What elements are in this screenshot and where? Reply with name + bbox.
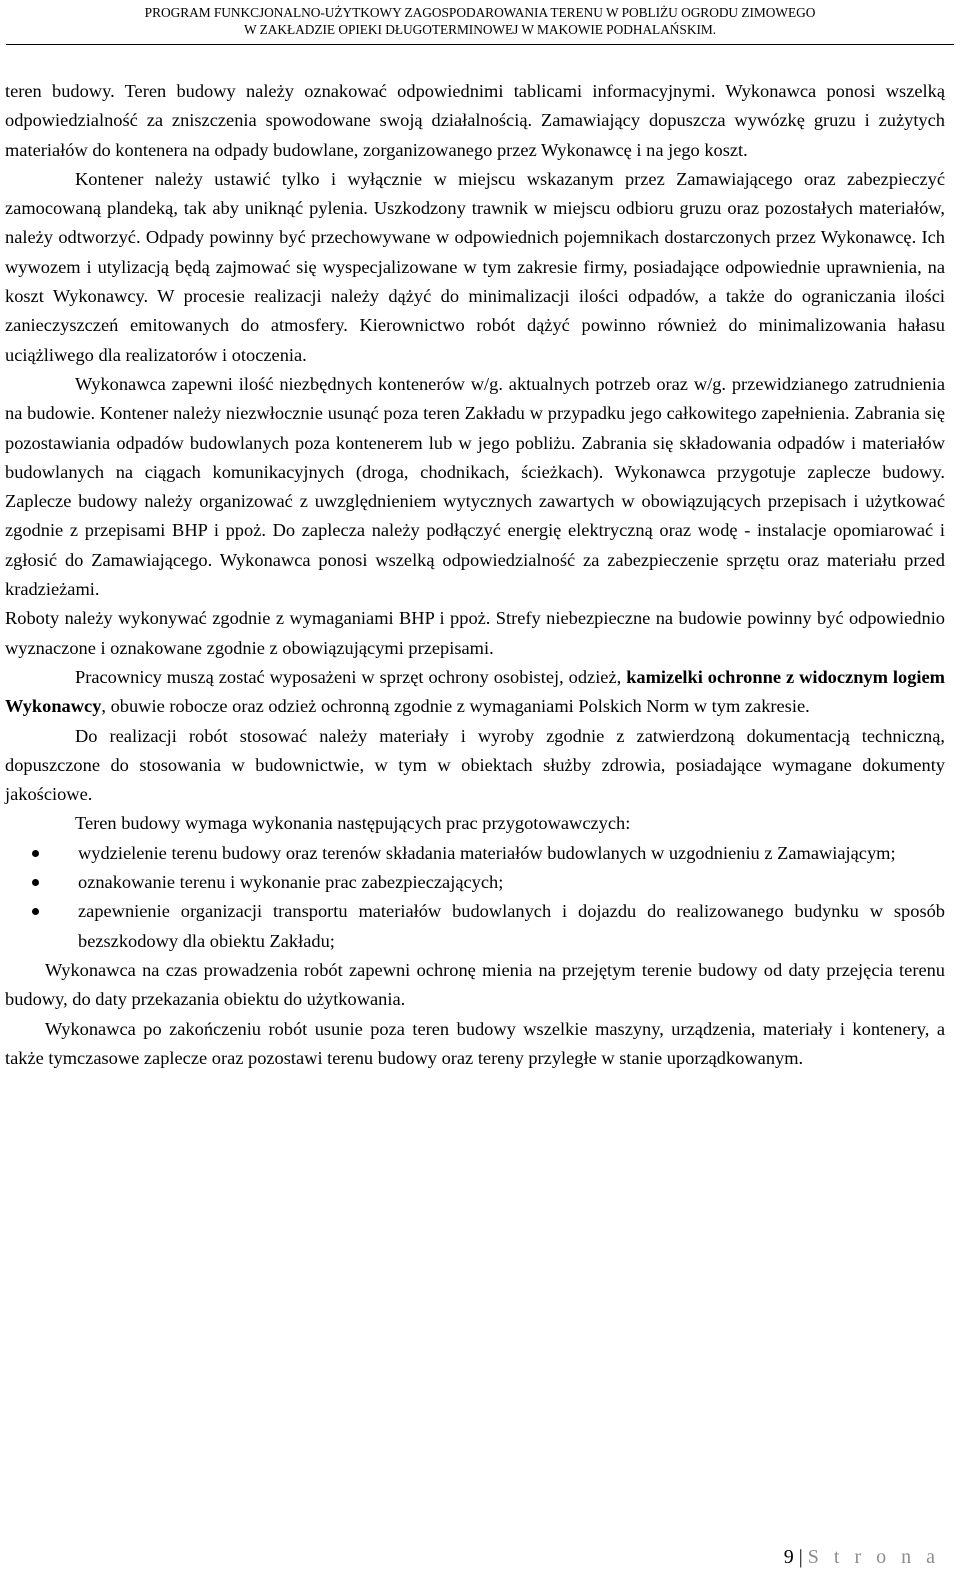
paragraph-4: Roboty należy wykonywać zgodnie z wymaganiami BHP i ppoż. Strefy niebezpieczne na budowie powinny być odpowiednio wyznaczone i oznakowane zgodnie z obowiązującymi przepisami. [5,608,945,658]
paragraph-5 [5,663,945,722]
page-header [0,4,960,38]
header-line-2: W ZAKŁADZIE OPIEKI DŁUGOTERMINOWEJ W MAKOWIE PODHALAŃSKIM. [243,22,717,37]
paragraph-3: Wykonawca zapewni ilość niezbędnych kontenerów w/g. aktualnych potrzeb oraz w/g. przewidzianego zatrudnienia na budowie. Kontener należy niezwłocznie usunąć poza teren Zakładu w przypadku jego całkowitego zapełnienia. Zabrania się pozostawiania odpadów budowlanych poza kontenerem lub w jego pobliżu. Zabrania się składowania odpadów i materiałów budowlanych na ciągach komunikacyjnych (droga, chodnikach, ścieżkach). Wykonawca przygotuje zaplecze budowy. Zaplecze budowy należy organizować z uwzględnieniem wytycznych zawartych w obowiązujących przepisach i użytkować zgodnie z przepisami BHP i ppoż. Do zaplecza należy podłączyć energię elektryczną oraz wodę - instalacje opomiarować i zgłosić do Zamawiającego. Wykonawca ponosi wszelką odpowiedzialność za zabezpieczenie sprzętu oraz materiału przed kradzieżami. [5,373,945,600]
paragraph-9: Wykonawca po zakończeniu robót usunie poza teren budowy wszelkie maszyny, urządzenia, materiały i kontenery, a także tymczasowe zaplecze oraz pozostawi terenu budowy oraz tereny przyległe w stanie uporządkowanym. [5,1018,945,1068]
page-label: S t r o n a [807,1546,940,1568]
header-divider [6,44,954,45]
paragraph-6: Do realizacji robót stosować należy materiały i wyroby zgodnie z zatwierdzoną dokumentacją techniczną, dopuszczone do stosowania w budownictwie, w tym w obiektach służby zdrowia, posiadające wymagane dokumenty jakościowe. [5,725,945,805]
list-item [5,868,945,897]
paragraph-5-text-b: , obuwie robocze oraz odzież ochronną zgodnie z wymaganiami Polskich Norm w tym zakresie. [101,696,810,717]
header-line-1: PROGRAM FUNKCJONALNO-UŻYTKOWY ZAGOSPODAROWANIA TERENU W POBLIŻU OGRODU ZIMOWEGO [144,5,816,20]
bullet-icon [32,850,39,857]
page-footer [784,1544,940,1570]
list-item [5,839,945,868]
paragraph-8: Wykonawca na czas prowadzenia robót zapewni ochronę mienia na przejętym terenie budowy od daty przejęcia terenu budowy, do daty przekazania obiektu do użytkowania. [5,959,945,1010]
paragraph-2: Kontener należy ustawić tylko i wyłącznie w miejscu wskazanym przez Zamawiającego oraz zabezpieczyć zamocowaną plandeką, tak aby uniknąć pylenia. Uszkodzony trawnik w miejscu odbioru gruzu oraz pozostałych materiałów, należy odtworzyć. Odpady powinny być przechowywane w odpowiednich pojemnikach dostarczonych przez Wykonawcę. Ich wywozem i utylizacją będą zajmować się wyspecjalizowane w tym zakresie firmy, posiadające odpowiednie uprawnienia, na koszt Wykonawcy. W procesie realizacji należy dążyć do minimalizacji ilości odpadów, a także do ograniczania ilości zanieczyszczeń emitowanych do atmosfery. Kierownictwo robót dążyć powinno również do minimalizowania hałasu uciążliwego dla realizatorów i otoczenia. [5,168,945,365]
list-item-text: wydzielenie terenu budowy oraz terenów składania materiałów budowlanych w uzgodnieniu z Zamawiającym; [78,842,896,863]
bullet-icon [32,908,39,915]
list-item-text: zapewnienie organizacji transportu materiałów budowlanych i dojazdu do realizowanego budynku w sposób bezszkodowy dla obiektu Zakładu; [78,901,945,951]
bullet-list [5,839,945,956]
bullet-icon [32,879,39,886]
document-body [5,77,945,1073]
list-item [5,897,945,956]
paragraph-5-bold: kamizelki ochronne z widocznym logiem Wykonawcy [5,666,945,717]
footer-separator: | [798,1546,803,1568]
list-item-text: oznakowanie terenu i wykonanie prac zabezpieczających; [78,872,504,893]
paragraph-1: teren budowy. Teren budowy należy oznakować odpowiednimi tablicami informacyjnymi. Wykonawca ponosi wszelką odpowiedzialność za zniszczenia spowodowane swoją działalnością. Zamawiający dopuszcza wywózkę gruzu i zużytych materiałów do kontenera na odpady budowlane, zorganizowanego przez Wykonawcę i na jego koszt. [5,81,945,160]
paragraph-5-text-a: Pracownicy muszą zostać wyposażeni w sprzęt ochrony osobistej, odzież, [75,666,627,687]
paragraph-7: Teren budowy wymaga wykonania następujących prac przygotowawczych: [75,813,631,834]
page-number: 9 [783,1546,794,1568]
